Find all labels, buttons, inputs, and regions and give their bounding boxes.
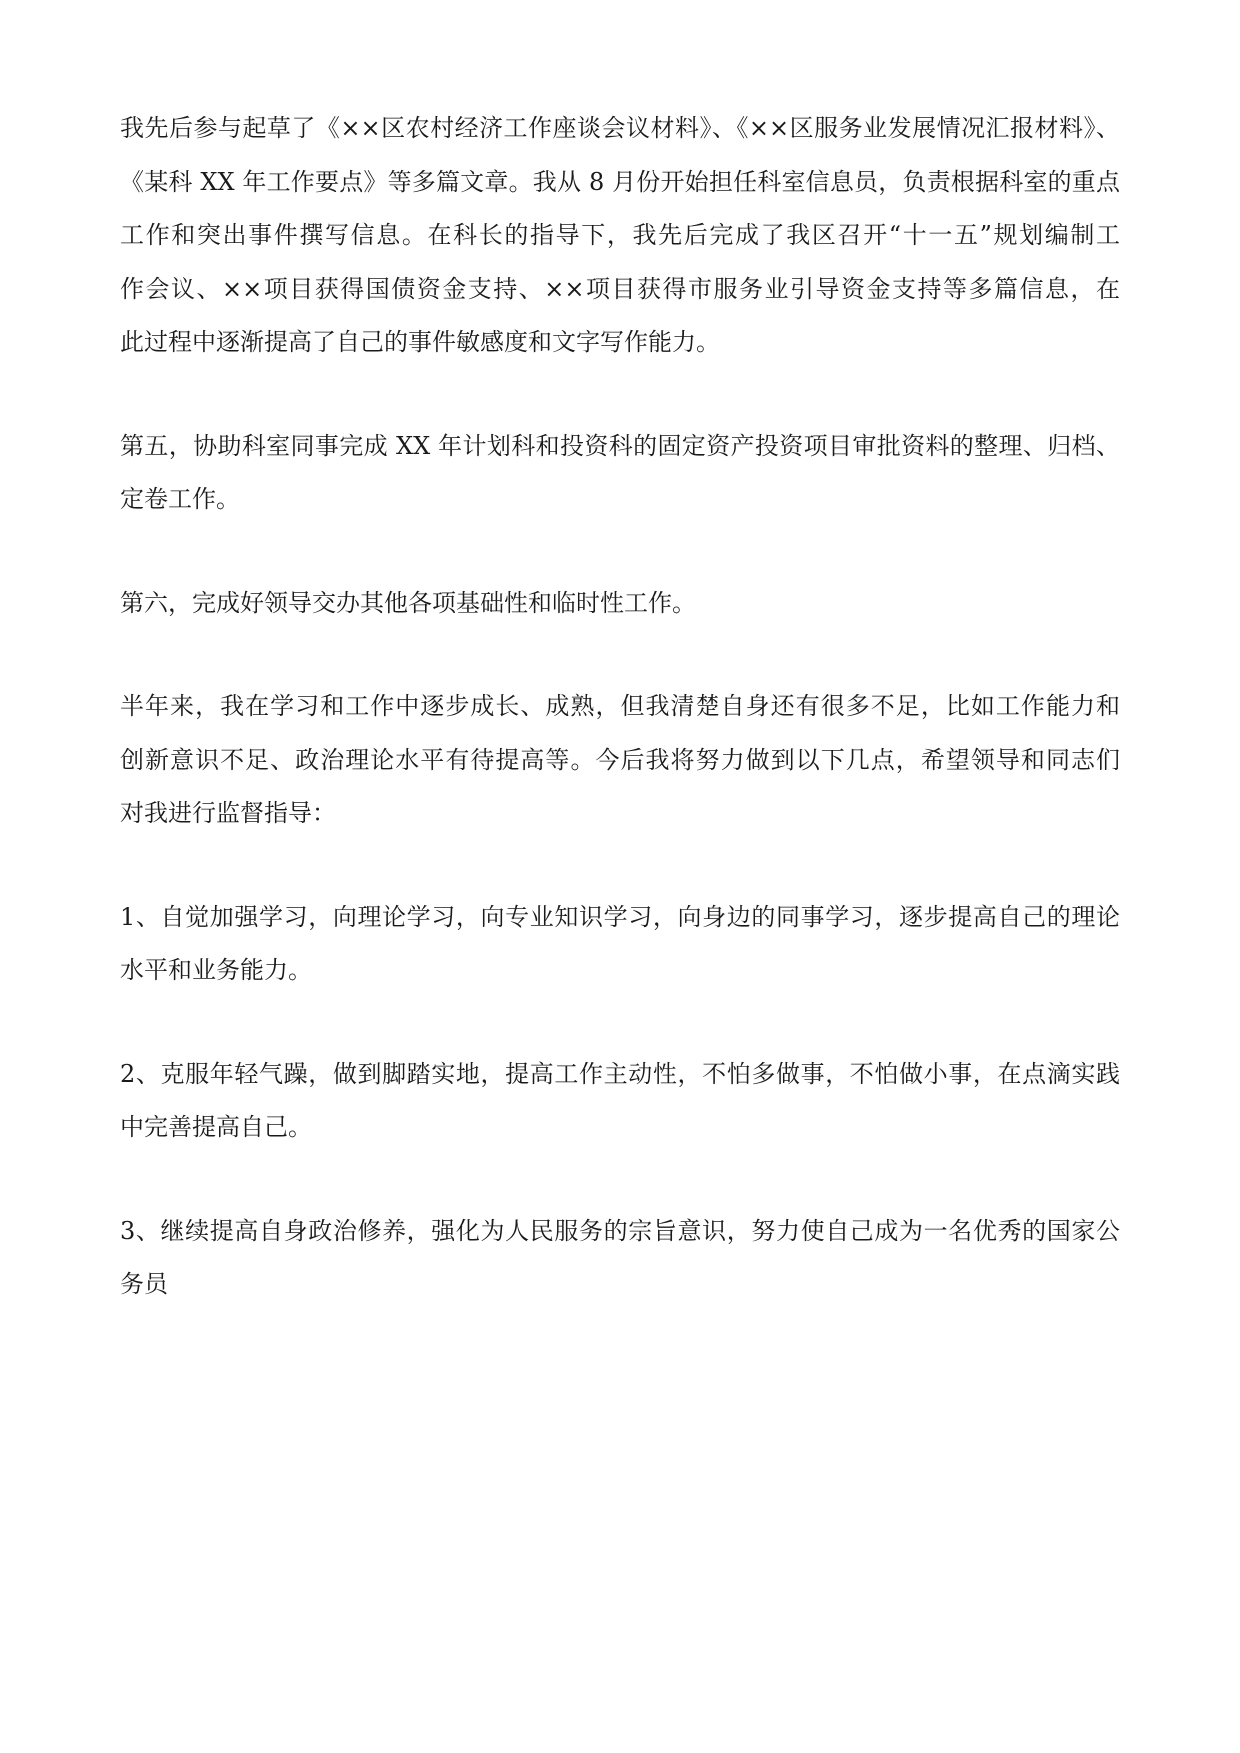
text-line: 中完善提高自己。: [120, 1113, 312, 1141]
text-line: 水平和业务能力。: [120, 956, 312, 984]
text-line: 创新意识不足、政治理论水平有待提高等。今后我将努力做到以下几点，希望领导和同志们: [120, 745, 1120, 774]
text-line: 定卷工作。: [120, 485, 240, 513]
text-line: 第五，协助科室同事完成 XX 年计划科和投资科的固定资产投资项目审批资料的整理、归档、: [120, 431, 1120, 460]
text-line: 2、克服年轻气躁，做到脚踏实地，提高工作主动性，不怕多做事，不怕做小事，在点滴实践: [120, 1059, 1120, 1088]
text-line: 此过程中逐渐提高了自己的事件敏感度和文字写作能力。: [120, 328, 720, 356]
paragraph-sixth-item: [120, 577, 1120, 631]
text-line: 半年来，我在学习和工作中逐步成长、成熟，但我清楚自身还有很多不足，比如工作能力和: [120, 692, 1120, 720]
text-line: 《某科 XX 年工作要点》等多篇文章。我从 8 月份开始担任科室信息员，负责根据科室的重点: [120, 167, 1120, 196]
paragraph-point-2: [120, 1048, 1120, 1155]
text-line: 我先后参与起草了《××区农村经济工作座谈会议材料》、《××区服务业发展情况汇报材料》、: [120, 114, 1120, 142]
document-page: [120, 102, 1120, 1362]
paragraph-point-1: [120, 891, 1120, 998]
paragraph-writing-experience: [120, 102, 1120, 370]
paragraph-half-year-summary: [120, 680, 1120, 841]
paragraph-point-3: [120, 1205, 1120, 1312]
text-line: 1、自觉加强学习，向理论学习，向专业知识学习，向身边的同事学习，逐步提高自己的理论: [120, 902, 1120, 931]
text-line: 第六，完成好领导交办其他各项基础性和临时性工作。: [120, 588, 696, 617]
text-line: 3、继续提高自身政治修养，强化为人民服务的宗旨意识，努力使自己成为一名优秀的国家公: [120, 1216, 1120, 1245]
text-line: 务员: [120, 1270, 168, 1298]
text-line: 作会议、××项目获得国债资金支持、××项目获得市服务业引导资金支持等多篇信息，在: [120, 274, 1120, 303]
paragraph-fifth-item: [120, 420, 1120, 527]
text-line: 对我进行监督指导：: [120, 799, 336, 827]
text-line: 工作和突出事件撰写信息。在科长的指导下，我先后完成了我区召开“十一五”规划编制工: [120, 221, 1120, 249]
